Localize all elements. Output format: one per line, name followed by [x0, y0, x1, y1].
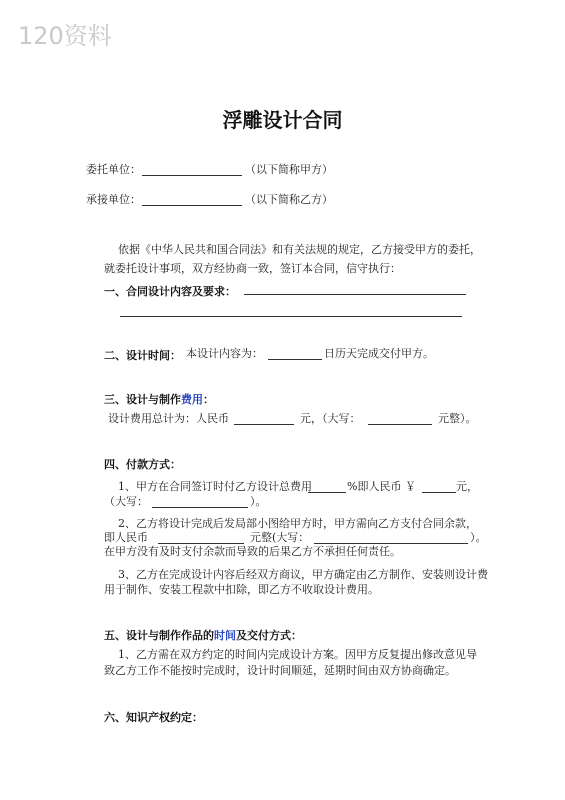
section-4-p1-d: （大写：	[104, 495, 148, 508]
section-3-heading	[104, 391, 214, 407]
section-4-p1-a: 1、甲方在合同签订时付乙方设计总费用	[118, 480, 312, 493]
intro-line-1: 依据《中华人民共和国合同法》和有关法规的规定，乙方接受甲方的委托，	[118, 243, 481, 256]
section-3-fee-b: 元，（大写：	[300, 412, 361, 425]
section-4-p1-blank-amount	[422, 492, 456, 493]
section-3-fee-a: 设计费用总计为：人民币	[108, 412, 229, 425]
party-a-blank	[142, 175, 242, 176]
party-a-note: （以下简称甲方）	[245, 163, 333, 176]
section-3-blank-amount	[234, 424, 294, 425]
section-5-p1-b: 致乙方工作不能按时完成时，设计时间顺延，延期时间由双方协商确定。	[104, 664, 456, 677]
section-2-blank	[268, 359, 322, 360]
section-1-heading: 一、合同设计内容及要求：	[104, 285, 236, 298]
section-2-text-b: 日历天完成交付甲方。	[324, 347, 434, 360]
section-1-blank-2	[120, 316, 462, 317]
section-4-p2-d: ）。	[470, 531, 487, 544]
section-3-blank-upper	[368, 424, 432, 425]
section-5-p1-a: 1、乙方需在双方约定的时间内完成设计方案。因甲方反复提出修改意见导	[118, 648, 477, 661]
section-3-heading-a: 三、设计与制作	[104, 393, 181, 406]
section-3-fee-link[interactable]: 费用	[181, 393, 203, 406]
section-6-heading: 六、知识产权约定：	[104, 711, 203, 724]
party-b-note: （以下简称乙方）	[245, 193, 333, 206]
party-b-blank	[142, 205, 242, 206]
section-2-text-a: 本设计内容为：	[186, 347, 263, 360]
page-title: 浮雕设计合同	[222, 108, 343, 132]
intro-line-2: 就委托设计事项，双方经协商一致，签订本合同，信守执行：	[104, 262, 401, 275]
section-4-p1-blank-pct	[308, 492, 346, 493]
section-4-p3-b: 用于制作、安装工程款中扣除，即乙方不收取设计费用。	[104, 583, 379, 596]
party-a-label: 委托单位：	[86, 163, 141, 176]
section-5-heading-b: 及交付方式：	[236, 629, 302, 642]
section-4-p2-e: 在甲方没有及时支付余款而导致的后果乙方不承担任何责任。	[104, 545, 401, 558]
watermark: 120资料	[18, 22, 112, 50]
section-5-heading-a: 五、设计与制作作品的	[104, 629, 214, 642]
section-4-p2-b: 即人民币	[104, 531, 148, 544]
section-5-heading	[104, 627, 302, 643]
section-4-heading: 四、付款方式：	[104, 458, 181, 471]
section-4-p1-blank-upper	[152, 507, 248, 508]
section-4-p3-a: 3、乙方在完成设计内容后经双方商议，甲方确定由乙方制作、安装则设计费	[118, 568, 488, 581]
section-4-p2-blank-upper	[314, 543, 468, 544]
section-3-fee-c: 元整）。	[438, 412, 477, 425]
section-2-heading: 二、设计时间：	[104, 349, 181, 362]
section-4-p2-blank-amount	[158, 543, 244, 544]
section-4-p1-e: ）。	[250, 495, 267, 508]
section-4-p2-a: 2、乙方将设计完成后发局部小图给甲方时，甲方需向乙方支付合同余款，	[118, 517, 477, 530]
section-5-time-link[interactable]: 时间	[214, 629, 236, 642]
section-4-p1-c: 元，	[456, 480, 478, 493]
party-b-label: 承接单位：	[86, 193, 141, 206]
section-3-heading-b: ：	[203, 393, 214, 406]
section-4-p1-b: %即人民币 ￥	[347, 480, 416, 493]
section-4-p2-c: 元整(大写：	[250, 531, 310, 544]
section-1-blank-1	[244, 294, 466, 295]
